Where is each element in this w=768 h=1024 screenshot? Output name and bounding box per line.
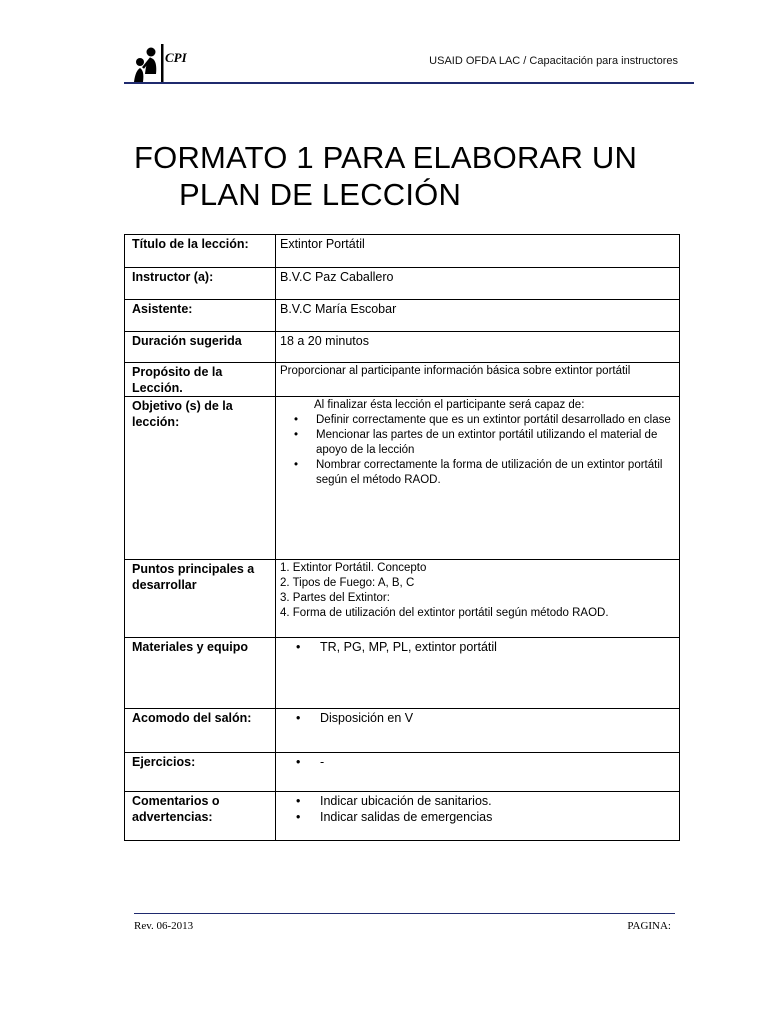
cpi-logo [131, 40, 187, 84]
list-item: • Disposición en V [320, 710, 675, 726]
list-item: 3. Partes del Extintor: [280, 592, 390, 604]
value-instructor: B.V.C Paz Caballero [276, 268, 680, 300]
value-puntos [276, 560, 680, 638]
row-objetivo [125, 397, 680, 560]
label-puntos: Puntos principales a desarrollar [125, 560, 276, 638]
svg-text:CPI: CPI [165, 50, 187, 65]
list-item: • Nombrar correctamente la forma de utilización de un extintor portátil según el método RAOD. [316, 458, 675, 488]
row-puntos [125, 560, 680, 638]
label-acomodo: Acomodo del salón: [125, 709, 276, 753]
page-title [134, 139, 694, 213]
title-line-1: FORMATO 1 PARA ELABORAR UN [134, 140, 638, 175]
list-item: • Definir correctamente que es un extintor portátil desarrollado en clase [316, 413, 675, 428]
puntos-list [280, 561, 675, 621]
label-instructor: Instructor (a): [125, 268, 276, 300]
row-comentarios [125, 792, 680, 841]
value-proposito: Proporcionar al participante información básica sobre extintor portátil [276, 363, 680, 397]
value-ejercicios [276, 753, 680, 792]
row-materiales [125, 638, 680, 709]
header-divider [124, 82, 694, 84]
value-acomodo [276, 709, 680, 753]
label-duracion: Duración sugerida [125, 332, 276, 363]
list-item: • Mencionar las partes de un extintor portátil utilizando el material de apoyo de la lección [316, 428, 675, 458]
row-titulo [125, 235, 680, 268]
row-acomodo [125, 709, 680, 753]
row-ejercicios [125, 753, 680, 792]
list-item: • Indicar salidas de emergencias [320, 809, 675, 825]
ejercicios-list [280, 754, 675, 770]
list-item: • Indicar ubicación de sanitarios. [320, 793, 675, 809]
list-item: 4. Forma de utilización del extintor portátil según método RAOD. [280, 607, 609, 619]
row-instructor [125, 268, 680, 300]
row-asistente [125, 300, 680, 332]
label-ejercicios: Ejercicios: [125, 753, 276, 792]
row-duracion [125, 332, 680, 363]
row-proposito [125, 363, 680, 397]
objetivo-list [280, 413, 675, 488]
organization-header: USAID OFDA LAC / Capacitación para instructores [429, 55, 678, 67]
footer-divider [134, 913, 675, 914]
value-asistente: B.V.C María Escobar [276, 300, 680, 332]
label-proposito: Propósito de la Lección. [125, 363, 276, 397]
value-materiales [276, 638, 680, 709]
label-comentarios: Comentarios o advertencias: [125, 792, 276, 841]
value-duracion: 18 a 20 minutos [276, 332, 680, 363]
materiales-list [280, 639, 675, 655]
list-item: 1. Extintor Portátil. Concepto [280, 562, 427, 574]
list-item: 2. Tipos de Fuego: A, B, C [280, 577, 415, 589]
value-titulo: Extintor Portátil [276, 235, 680, 268]
value-comentarios [276, 792, 680, 841]
objetivo-intro: Al finalizar ésta lección el participante será capaz de: [314, 399, 585, 411]
list-item: • TR, PG, MP, PL, extintor portátil [320, 639, 675, 655]
label-asistente: Asistente: [125, 300, 276, 332]
page-label: PAGINA: [627, 920, 671, 932]
label-titulo: Título de la lección: [125, 235, 276, 268]
revision-text: Rev. 06-2013 [134, 920, 194, 932]
value-objetivo [276, 397, 680, 560]
label-materiales: Materiales y equipo [125, 638, 276, 709]
comentarios-list [280, 793, 675, 825]
acomodo-list [280, 710, 675, 726]
list-item: • - [320, 754, 675, 770]
lesson-plan-table [124, 234, 680, 841]
title-line-2: PLAN DE LECCIÓN [179, 177, 462, 212]
label-objetivo: Objetivo (s) de la lección: [125, 397, 276, 560]
